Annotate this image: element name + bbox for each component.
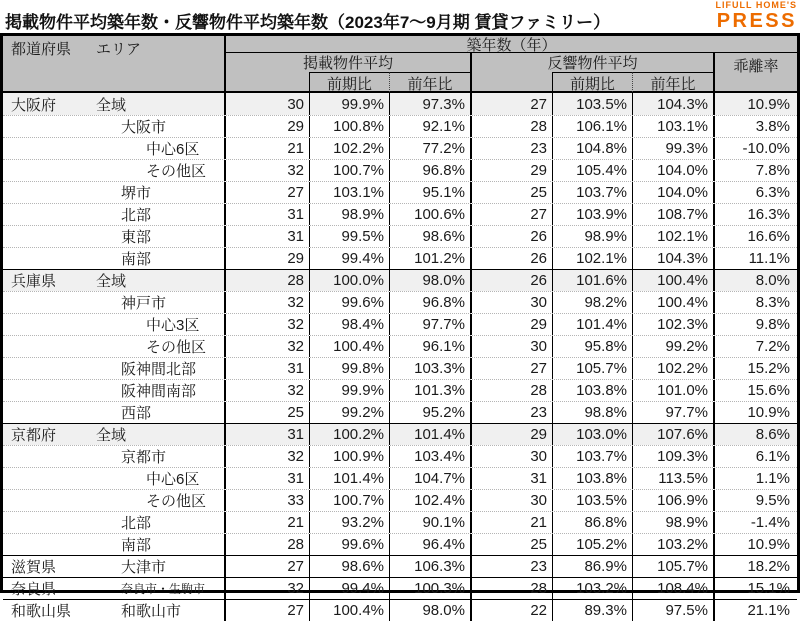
- response-prev-year-cell: 108.7%: [633, 204, 715, 225]
- area-label: その他区: [146, 339, 207, 356]
- listed-prev-year-cell: 96.8%: [390, 292, 472, 313]
- header-listed-prev-period: 前期比: [310, 72, 390, 94]
- divergence-rate-cell: 9.5%: [755, 492, 790, 509]
- listed-prev-year-cell: 98.0%: [390, 600, 472, 621]
- listed-prev-period-cell: 98.4%: [310, 314, 390, 335]
- response-age-cell: 23: [472, 138, 553, 159]
- area-label: 中心6区: [146, 471, 200, 488]
- divergence-rate-cell: 8.3%: [755, 294, 790, 311]
- prefecture-area-cell: [3, 226, 226, 247]
- response-prev-period-cell: 86.9%: [553, 556, 633, 577]
- response-prev-year-cell: 100.4%: [633, 270, 715, 291]
- listed-prev-year-cell: 97.7%: [390, 314, 472, 335]
- area-label: 南部: [121, 537, 152, 554]
- header-listed-prev-year: 前年比: [390, 72, 472, 94]
- response-age-cell: 29: [472, 424, 553, 445]
- prefecture-area-cell: [3, 336, 226, 357]
- prefecture-area-cell: [3, 380, 226, 401]
- listed-prev-period-cell: 99.5%: [310, 226, 390, 247]
- response-age-cell: 23: [472, 402, 553, 423]
- response-age-cell: 26: [472, 248, 553, 269]
- prefecture-area-cell: [3, 402, 226, 423]
- listed-age-cell: 30: [226, 93, 310, 115]
- building-age-table: [0, 33, 800, 620]
- response-age-cell: 25: [472, 534, 553, 555]
- area-label: 全域: [96, 96, 127, 114]
- listed-prev-year-cell: 96.8%: [390, 160, 472, 181]
- listed-prev-year-cell: 95.2%: [390, 402, 472, 423]
- area-label: 北部: [121, 207, 152, 224]
- listed-age-cell: 31: [226, 468, 310, 489]
- response-prev-period-cell: 98.2%: [553, 292, 633, 313]
- prefecture-area-cell: [3, 578, 226, 599]
- response-prev-period-cell: 101.4%: [553, 314, 633, 335]
- divergence-rate-cell: 7.8%: [755, 162, 790, 179]
- lifull-homes-press-logo: [716, 1, 797, 31]
- divergence-rate-cell: 16.6%: [747, 228, 790, 245]
- listed-prev-year-cell: 77.2%: [390, 138, 472, 159]
- response-prev-period-cell: 103.7%: [553, 446, 633, 467]
- prefecture-area-cell: [3, 424, 226, 445]
- listed-prev-period-cell: 93.2%: [310, 512, 390, 533]
- prefecture-area-cell: [3, 446, 226, 467]
- listed-age-cell: 32: [226, 314, 310, 335]
- response-age-cell: 26: [472, 270, 553, 291]
- listed-prev-period-cell: 101.4%: [310, 468, 390, 489]
- header-blank-response-age: [472, 72, 553, 94]
- area-label: 中心6区: [146, 141, 200, 158]
- response-prev-year-cell: 99.2%: [633, 336, 715, 357]
- response-prev-period-cell: 103.7%: [553, 182, 633, 203]
- prefecture-label: 滋賀県: [11, 559, 57, 576]
- response-age-cell: 28: [472, 380, 553, 401]
- response-prev-period-cell: 102.1%: [553, 248, 633, 269]
- response-prev-period-cell: 105.2%: [553, 534, 633, 555]
- divergence-rate-cell: 10.9%: [747, 536, 790, 553]
- listed-age-cell: 32: [226, 380, 310, 401]
- response-age-cell: 30: [472, 490, 553, 511]
- listed-age-cell: 32: [226, 578, 310, 599]
- response-age-cell: 26: [472, 226, 553, 247]
- area-label: 南部: [121, 251, 152, 268]
- response-prev-year-cell: 104.3%: [633, 248, 715, 269]
- listed-age-cell: 27: [226, 600, 310, 621]
- response-prev-period-cell: 103.2%: [553, 578, 633, 599]
- table-row: [3, 445, 797, 467]
- response-prev-period-cell: 103.8%: [553, 380, 633, 401]
- listed-prev-period-cell: 99.8%: [310, 358, 390, 379]
- response-age-cell: 27: [472, 93, 553, 115]
- prefecture-label: 京都府: [11, 427, 57, 444]
- prefecture-area-cell: [3, 270, 226, 291]
- listed-prev-year-cell: 101.4%: [390, 424, 472, 445]
- divergence-rate-cell: 1.1%: [755, 470, 790, 487]
- listed-age-cell: 29: [226, 116, 310, 137]
- response-prev-period-cell: 101.6%: [553, 270, 633, 291]
- prefecture-area-cell: [3, 248, 226, 269]
- response-age-cell: 29: [472, 160, 553, 181]
- response-prev-period-cell: 103.5%: [553, 490, 633, 511]
- area-label: 堺市: [121, 185, 152, 202]
- response-prev-year-cell: 105.7%: [633, 556, 715, 577]
- logo-press-text: PRESS: [716, 10, 797, 32]
- listed-prev-period-cell: 98.6%: [310, 556, 390, 577]
- area-label: 和歌山市: [121, 603, 182, 620]
- listed-prev-period-cell: 103.1%: [310, 182, 390, 203]
- listed-prev-year-cell: 96.4%: [390, 534, 472, 555]
- response-prev-year-cell: 102.1%: [633, 226, 715, 247]
- table-row: [3, 577, 797, 599]
- listed-age-cell: 27: [226, 182, 310, 203]
- page-title: 掲載物件平均築年数・反響物件平均築年数（2023年7～9月期 賃貸ファミリー）: [5, 13, 611, 32]
- response-prev-year-cell: 102.2%: [633, 358, 715, 379]
- response-prev-year-cell: 108.4%: [633, 578, 715, 599]
- header-prefecture-label: 都道府県: [11, 41, 72, 58]
- response-prev-period-cell: 103.8%: [553, 468, 633, 489]
- area-label: 阪神間南部: [121, 383, 197, 400]
- listed-prev-period-cell: 100.4%: [310, 336, 390, 357]
- listed-prev-year-cell: 103.3%: [390, 358, 472, 379]
- listed-prev-year-cell: 98.0%: [390, 270, 472, 291]
- response-prev-year-cell: 107.6%: [633, 424, 715, 445]
- header-prefecture-area: [3, 36, 226, 94]
- listed-age-cell: 32: [226, 292, 310, 313]
- listed-prev-year-cell: 100.3%: [390, 578, 472, 599]
- area-label: 奈良市・生駒市: [121, 582, 206, 596]
- table-row: [3, 115, 797, 137]
- response-age-cell: 27: [472, 358, 553, 379]
- listed-prev-period-cell: 100.9%: [310, 446, 390, 467]
- listed-age-cell: 28: [226, 534, 310, 555]
- listed-prev-year-cell: 98.6%: [390, 226, 472, 247]
- response-prev-period-cell: 103.9%: [553, 204, 633, 225]
- divergence-rate-cell: 9.8%: [755, 316, 790, 333]
- divergence-rate-cell: 15.1%: [747, 580, 790, 597]
- listed-prev-period-cell: 100.7%: [310, 160, 390, 181]
- table-row: [3, 225, 797, 247]
- response-prev-period-cell: 98.8%: [553, 402, 633, 423]
- listed-prev-year-cell: 101.2%: [390, 248, 472, 269]
- prefecture-label: 奈良県: [11, 581, 57, 598]
- listed-prev-year-cell: 95.1%: [390, 182, 472, 203]
- response-prev-year-cell: 104.0%: [633, 182, 715, 203]
- listed-age-cell: 32: [226, 336, 310, 357]
- response-prev-period-cell: 98.9%: [553, 226, 633, 247]
- prefecture-area-cell: [3, 512, 226, 533]
- response-prev-year-cell: 98.9%: [633, 512, 715, 533]
- header-response-prev-year: 前年比: [633, 72, 715, 94]
- prefecture-area-cell: [3, 600, 226, 621]
- listed-age-cell: 21: [226, 512, 310, 533]
- area-label: 神戸市: [121, 295, 167, 312]
- table-row: [3, 599, 797, 621]
- response-prev-year-cell: 100.4%: [633, 292, 715, 313]
- divergence-rate-cell: 16.3%: [747, 206, 790, 223]
- response-age-cell: 30: [472, 446, 553, 467]
- listed-age-cell: 31: [226, 358, 310, 379]
- divergence-rate-cell: 7.2%: [755, 338, 790, 355]
- response-age-cell: 25: [472, 182, 553, 203]
- listed-prev-year-cell: 100.6%: [390, 204, 472, 225]
- table-row: [3, 511, 797, 533]
- listed-prev-year-cell: 104.7%: [390, 468, 472, 489]
- header-response-average: 反響物件平均: [472, 53, 715, 72]
- area-label: 阪神間北部: [121, 361, 197, 378]
- area-label: 全域: [96, 427, 127, 444]
- response-prev-period-cell: 105.7%: [553, 358, 633, 379]
- area-label: 全域: [96, 273, 127, 290]
- response-prev-year-cell: 104.0%: [633, 160, 715, 181]
- listed-prev-year-cell: 97.3%: [390, 93, 472, 115]
- table-row: [3, 335, 797, 357]
- header-divergence-rate: 乖離率: [733, 58, 779, 75]
- logo-lifull-homes-text: LIFULL HOME'S: [715, 0, 797, 10]
- prefecture-area-cell: [3, 292, 226, 313]
- response-prev-year-cell: 104.3%: [633, 93, 715, 115]
- divergence-rate-cell: 11.1%: [748, 250, 790, 267]
- listed-prev-period-cell: 98.9%: [310, 204, 390, 225]
- header-listed-average: 掲載物件平均: [226, 53, 472, 72]
- response-prev-period-cell: 104.8%: [553, 138, 633, 159]
- listed-age-cell: 33: [226, 490, 310, 511]
- listed-prev-year-cell: 92.1%: [390, 116, 472, 137]
- table-row: [3, 555, 797, 577]
- listed-age-cell: 32: [226, 160, 310, 181]
- listed-age-cell: 31: [226, 204, 310, 225]
- response-prev-year-cell: 97.5%: [633, 600, 715, 621]
- table-row: [3, 159, 797, 181]
- listed-prev-period-cell: 99.2%: [310, 402, 390, 423]
- listed-age-cell: 31: [226, 226, 310, 247]
- divergence-rate-cell: -1.4%: [750, 514, 790, 531]
- prefecture-area-cell: [3, 358, 226, 379]
- response-prev-period-cell: 86.8%: [553, 512, 633, 533]
- divergence-rate-cell: 18.2%: [747, 558, 790, 575]
- prefecture-area-cell: [3, 116, 226, 137]
- prefecture-area-cell: [3, 93, 226, 115]
- table-row: [3, 269, 797, 291]
- response-age-cell: 28: [472, 578, 553, 599]
- prefecture-area-cell: [3, 534, 226, 555]
- response-prev-period-cell: 95.8%: [553, 336, 633, 357]
- listed-age-cell: 28: [226, 270, 310, 291]
- listed-age-cell: 29: [226, 248, 310, 269]
- table-header: [3, 36, 797, 93]
- response-prev-year-cell: 103.1%: [633, 116, 715, 137]
- divergence-rate-cell: 8.0%: [755, 272, 790, 289]
- response-prev-period-cell: 105.4%: [553, 160, 633, 181]
- response-prev-period-cell: 103.0%: [553, 424, 633, 445]
- table-row: [3, 489, 797, 511]
- response-prev-year-cell: 103.2%: [633, 534, 715, 555]
- listed-prev-period-cell: 99.9%: [310, 380, 390, 401]
- listed-prev-period-cell: 99.6%: [310, 534, 390, 555]
- listed-age-cell: 27: [226, 556, 310, 577]
- table-row: [3, 401, 797, 423]
- listed-prev-period-cell: 100.7%: [310, 490, 390, 511]
- divergence-rate-cell: 15.2%: [747, 360, 790, 377]
- table-row: [3, 313, 797, 335]
- prefecture-label: 大阪府: [11, 96, 57, 114]
- response-prev-year-cell: 102.3%: [633, 314, 715, 335]
- listed-prev-period-cell: 102.2%: [310, 138, 390, 159]
- table-row: [3, 137, 797, 159]
- listed-prev-year-cell: 90.1%: [390, 512, 472, 533]
- divergence-rate-cell: 3.8%: [755, 118, 790, 135]
- response-prev-year-cell: 97.7%: [633, 402, 715, 423]
- prefecture-area-cell: [3, 138, 226, 159]
- prefecture-label: 和歌山県: [11, 603, 72, 620]
- listed-prev-period-cell: 99.4%: [310, 248, 390, 269]
- area-label: その他区: [146, 493, 207, 510]
- response-age-cell: 22: [472, 600, 553, 621]
- area-label: 大阪市: [121, 119, 167, 136]
- table-row: [3, 93, 797, 115]
- response-prev-year-cell: 106.9%: [633, 490, 715, 511]
- listed-prev-year-cell: 103.4%: [390, 446, 472, 467]
- response-prev-year-cell: 113.5%: [633, 468, 715, 489]
- response-prev-period-cell: 106.1%: [553, 116, 633, 137]
- table-row: [3, 203, 797, 225]
- table-row: [3, 291, 797, 313]
- listed-prev-year-cell: 106.3%: [390, 556, 472, 577]
- area-label: 中心3区: [146, 317, 200, 334]
- divergence-rate-cell: 10.9%: [747, 95, 790, 113]
- listed-prev-year-cell: 101.3%: [390, 380, 472, 401]
- area-label: その他区: [146, 163, 207, 180]
- prefecture-area-cell: [3, 160, 226, 181]
- listed-prev-period-cell: 99.6%: [310, 292, 390, 313]
- prefecture-area-cell: [3, 182, 226, 203]
- table-row: [3, 533, 797, 555]
- header-area-label: エリア: [96, 41, 142, 58]
- title-bar: [0, 0, 800, 33]
- response-age-cell: 28: [472, 116, 553, 137]
- header-blank-listed-age: [226, 72, 310, 94]
- table-row: [3, 379, 797, 401]
- response-age-cell: 27: [472, 204, 553, 225]
- listed-prev-period-cell: 100.2%: [310, 424, 390, 445]
- header-building-age: 築年数（年）: [226, 36, 797, 53]
- response-age-cell: 31: [472, 468, 553, 489]
- prefecture-label: 兵庫県: [11, 273, 57, 290]
- response-prev-year-cell: 101.0%: [633, 380, 715, 401]
- listed-prev-year-cell: 96.1%: [390, 336, 472, 357]
- divergence-rate-cell: -10.0%: [742, 140, 790, 157]
- response-age-cell: 21: [472, 512, 553, 533]
- listed-prev-period-cell: 100.4%: [310, 600, 390, 621]
- prefecture-area-cell: [3, 490, 226, 511]
- area-label: 東部: [121, 229, 152, 246]
- listed-age-cell: 25: [226, 402, 310, 423]
- response-age-cell: 29: [472, 314, 553, 335]
- table-body: [3, 93, 797, 621]
- table-row: [3, 181, 797, 203]
- area-label: 京都市: [121, 449, 167, 466]
- listed-prev-period-cell: 100.0%: [310, 270, 390, 291]
- prefecture-area-cell: [3, 314, 226, 335]
- header-response-prev-period: 前期比: [553, 72, 633, 94]
- divergence-rate-cell: 15.6%: [747, 382, 790, 399]
- response-prev-year-cell: 109.3%: [633, 446, 715, 467]
- response-age-cell: 23: [472, 556, 553, 577]
- prefecture-area-cell: [3, 204, 226, 225]
- response-prev-year-cell: 99.3%: [633, 138, 715, 159]
- listed-prev-period-cell: 100.8%: [310, 116, 390, 137]
- listed-prev-period-cell: 99.9%: [310, 93, 390, 115]
- listed-age-cell: 21: [226, 138, 310, 159]
- listed-age-cell: 31: [226, 424, 310, 445]
- table-row: [3, 357, 797, 379]
- listed-prev-period-cell: 99.4%: [310, 578, 390, 599]
- area-label: 北部: [121, 515, 152, 532]
- divergence-rate-cell: 10.9%: [747, 404, 790, 421]
- table-row: [3, 247, 797, 269]
- listed-prev-year-cell: 102.4%: [390, 490, 472, 511]
- response-age-cell: 30: [472, 336, 553, 357]
- divergence-rate-cell: 6.1%: [755, 448, 790, 465]
- response-age-cell: 30: [472, 292, 553, 313]
- prefecture-area-cell: [3, 556, 226, 577]
- area-label: 大津市: [121, 559, 167, 576]
- divergence-rate-cell: 8.6%: [755, 426, 790, 443]
- table-row: [3, 423, 797, 445]
- divergence-rate-cell: 6.3%: [755, 184, 790, 201]
- table-row: [3, 467, 797, 489]
- prefecture-area-cell: [3, 468, 226, 489]
- divergence-rate-cell: 21.1%: [747, 602, 790, 619]
- area-label: 西部: [121, 405, 152, 422]
- listed-age-cell: 32: [226, 446, 310, 467]
- response-prev-period-cell: 89.3%: [553, 600, 633, 621]
- response-prev-period-cell: 103.5%: [553, 93, 633, 115]
